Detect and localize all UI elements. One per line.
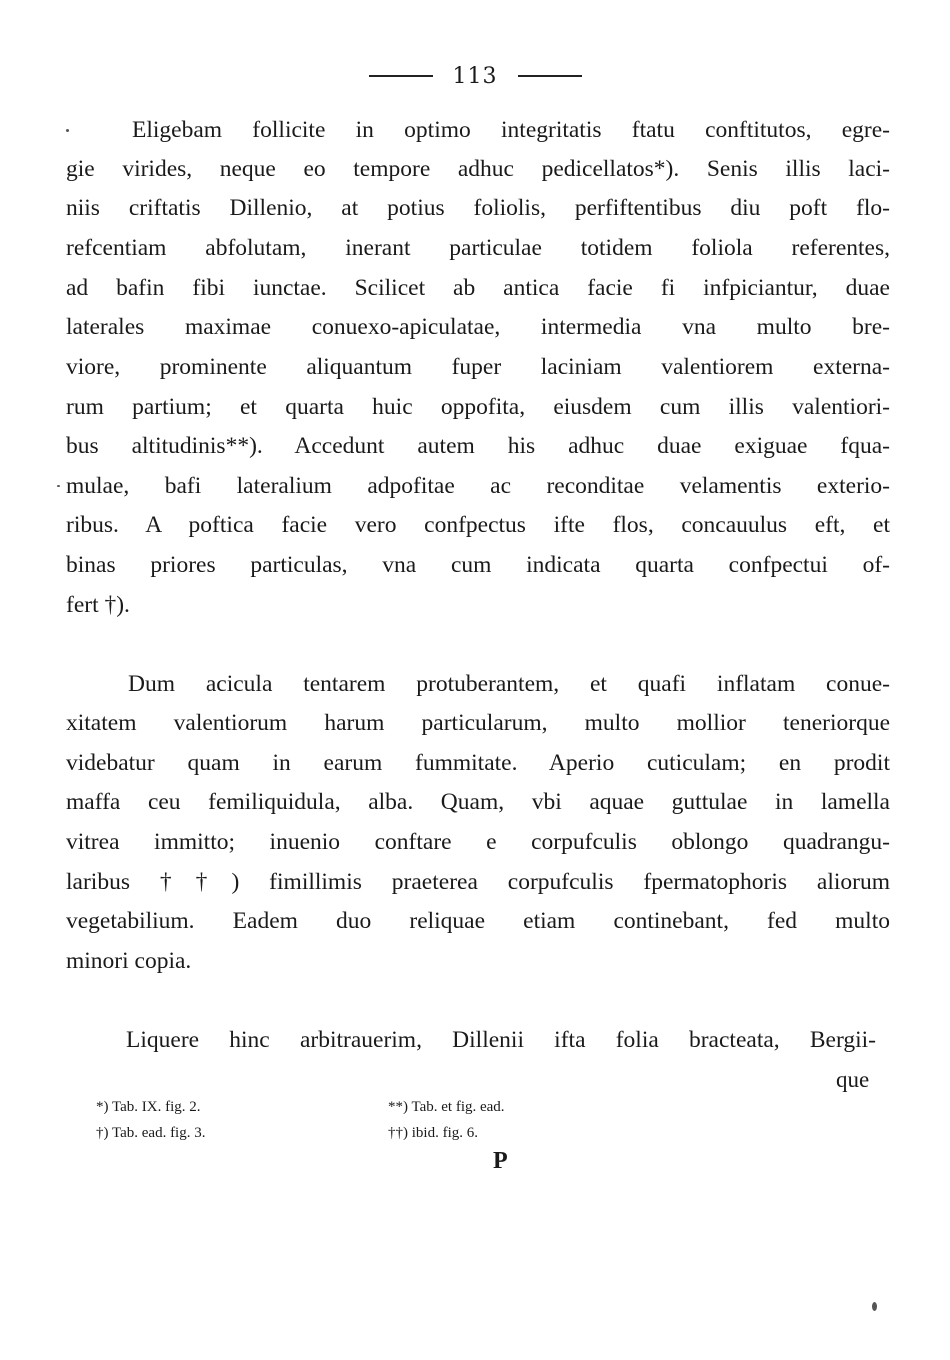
text-line: vitrea immitto; inuenio conftare e corpufculis oblongo quadrangu-	[66, 829, 890, 855]
text-line: gie virides, neque eo tempore adhuc pedicellatos*). Senis illis laci-	[66, 156, 890, 182]
page-header	[0, 58, 950, 94]
text-line: viore, prominente aliquantum fuper laciniam valentiorem externa-	[66, 354, 890, 380]
page-number: 113	[452, 63, 498, 89]
text-line: vegetabilium. Eadem duo reliquae etiam continebant, fed multo	[66, 908, 890, 934]
catchword: que	[836, 1067, 870, 1092]
text-line: Eligebam follicite in optimo integritatis ftatu conftitutos, egre-	[132, 117, 890, 143]
text-line: videbatur quam in earum fummitate. Aperio cuticulam; en prodit	[66, 750, 890, 776]
header-rule-left	[369, 75, 433, 77]
ink-speck	[872, 1302, 877, 1311]
ink-speck	[66, 129, 69, 132]
text-line: xitatem valentiorum harum particularum, multo mollior teneriorque	[66, 710, 890, 736]
footnote: †) Tab. ead. fig. 3.	[96, 1125, 206, 1141]
text-line: mulae, bafi lateralium adpofitae ac reconditae velamentis exterio-	[66, 473, 890, 499]
text-line: rum partium; et quarta huic oppofita, eiusdem cum illis valentiori-	[66, 394, 890, 420]
text-line: ribus. A poftica facie vero confpectus ifte flos, concauulus eft, et	[66, 512, 890, 538]
header-rule-right	[518, 75, 582, 77]
footnote: ††) ibid. fig. 6.	[388, 1125, 478, 1141]
text-line: Liquere hinc arbitrauerim, Dillenii ifta folia bracteata, Bergii-	[126, 1027, 876, 1053]
text-line: minori copia.	[66, 948, 192, 974]
printer-signature: P	[493, 1148, 508, 1174]
footnote: *) Tab. IX. fig. 2.	[96, 1099, 201, 1115]
text-line: laterales maximae conuexo-apiculatae, intermedia vna multo bre-	[66, 314, 890, 340]
text-line: laribus ††) fimillimis praeterea corpufculis fpermatophoris aliorum	[66, 869, 890, 895]
text-line: ad bafin fibi iunctae. Scilicet ab antica facie fi infpiciantur, duae	[66, 275, 890, 301]
text-line: Dum acicula tentarem protuberantem, et quafi inflatam conue-	[128, 671, 890, 697]
text-line: binas priores particulas, vna cum indicata quarta confpectui of-	[66, 552, 890, 578]
text-line: maffa ceu femiliquidula, alba. Quam, vbi aquae guttulae in lamella	[66, 789, 890, 815]
text-line: niis criftatis Dillenio, at potius foliolis, perfiftentibus diu poft flo-	[66, 195, 890, 221]
text-line: refcentiam abfolutam, inerant particulae totidem foliola referentes,	[66, 235, 890, 261]
text-line: fert †).	[66, 592, 130, 618]
footnote: **) Tab. et fig. ead.	[388, 1099, 505, 1115]
text-line: bus altitudinis**). Accedunt autem his adhuc duae exiguae fqua-	[66, 433, 890, 459]
ink-speck	[57, 485, 60, 487]
